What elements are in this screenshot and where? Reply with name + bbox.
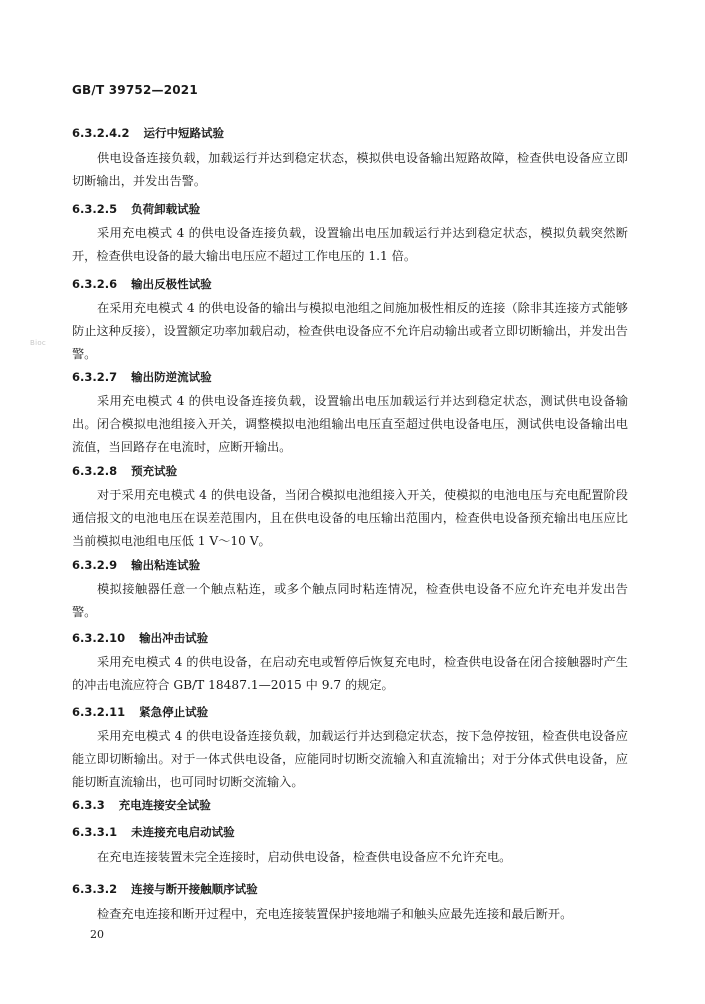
standard-number: GB/T 39752—2021 bbox=[72, 83, 198, 97]
section-title: 预充试验 bbox=[131, 464, 178, 478]
section-heading bbox=[72, 797, 211, 813]
section-title: 运行中短路试验 bbox=[143, 126, 224, 140]
section-title: 充电连接安全试验 bbox=[118, 798, 211, 812]
section-number: 6.3.2.11 bbox=[72, 705, 126, 719]
section-body: 采用充电模式 4 的供电设备连接负载，加载运行并达到稳定状态，按下急停按钮，检查供电设备应能立即切断输出。对于一体式供电设备，应能同时切断交流输入和直流输出；对于分体式供电设备，应能切断直流输出，也可同时切断交流输入。 bbox=[72, 729, 628, 789]
section-title: 输出粘连试验 bbox=[131, 558, 201, 572]
section-title: 输出反极性试验 bbox=[131, 277, 212, 291]
section-heading bbox=[72, 369, 212, 385]
section-title: 连接与断开接触顺序试验 bbox=[131, 882, 258, 896]
section-number: 6.3.3.2 bbox=[72, 882, 118, 896]
section-heading bbox=[72, 881, 258, 897]
section-number: 6.3.2.8 bbox=[72, 464, 118, 478]
section-heading bbox=[72, 201, 200, 217]
section-title: 紧急停止试验 bbox=[139, 705, 209, 719]
section-body: 模拟接触器任意一个触点粘连，或多个触点同时粘连情况，检查供电设备不应允许充电并发出告警。 bbox=[72, 582, 628, 619]
section-number: 6.3.2.6 bbox=[72, 277, 118, 291]
section-heading bbox=[72, 630, 208, 646]
section-title: 输出防逆流试验 bbox=[131, 370, 212, 384]
section-body: 对于采用充电模式 4 的供电设备，当闭合模拟电池组接入开关，使模拟的电池电压与充电配置阶段通信报文的电池电压在误差范围内，且在供电设备的电压输出范围内，检查供电设备预充输出电压应比当前模拟电池组电压低 1 V～10 V。 bbox=[72, 488, 628, 548]
section-title: 未连接充电启动试验 bbox=[131, 825, 235, 839]
section-number: 6.3.2.5 bbox=[72, 202, 118, 216]
section-number: 6.3.3.1 bbox=[72, 825, 118, 839]
section-heading bbox=[72, 276, 212, 292]
section-heading bbox=[72, 704, 208, 720]
section-body: 采用充电模式 4 的供电设备连接负载，设置输出电压加载运行并达到稳定状态，模拟负载突然断开，检查供电设备的最大输出电压应不超过工作电压的 1.1 倍。 bbox=[72, 226, 628, 263]
section-body: 采用充电模式 4 的供电设备连接负载，设置输出电压加载运行并达到稳定状态，测试供电设备输出。闭合模拟电池组接入开关，调整模拟电池组输出电压直至超过供电设备电压，测试供电设备输出电流值，当回路存在电流时，应断开输出。 bbox=[72, 394, 628, 454]
section-heading bbox=[72, 824, 235, 840]
section-title: 输出冲击试验 bbox=[139, 631, 209, 645]
section-body: 检查充电连接和断开过程中，充电连接装置保护接地端子和触头应最先连接和最后断开。 bbox=[97, 907, 573, 921]
section-number: 6.3.2.4.2 bbox=[72, 126, 130, 140]
section-body: 在充电连接装置未完全连接时，启动供电设备，检查供电设备应不允许充电。 bbox=[97, 850, 512, 864]
section-heading bbox=[72, 557, 200, 573]
section-body: 在采用充电模式 4 的供电设备的输出与模拟电池组之间施加极性相反的连接（除非其连接方式能够防止这种反接），设置额定功率加载启动，检查供电设备应不允许启动输出或者立即切断输出，并发出告警。 bbox=[72, 301, 628, 361]
section-number: 6.3.2.10 bbox=[72, 631, 126, 645]
section-body: 采用充电模式 4 的供电设备，在启动充电或暂停后恢复充电时，检查供电设备在闭合接触器时产生的冲击电流应符合 GB/T 18487.1—2015 中 9.7 的规定。 bbox=[72, 655, 628, 692]
section-number: 6.3.2.7 bbox=[72, 370, 118, 384]
section-heading bbox=[72, 125, 224, 141]
section-heading bbox=[72, 463, 177, 479]
section-body: 供电设备连接负载，加载运行并达到稳定状态，模拟供电设备输出短路故障，检查供电设备应立即切断输出，并发出告警。 bbox=[72, 151, 628, 188]
section-number: 6.3.3 bbox=[72, 798, 105, 812]
section-title: 负荷卸载试验 bbox=[131, 202, 201, 216]
side-watermark: Bioc bbox=[30, 339, 47, 347]
page-number: 20 bbox=[90, 928, 104, 941]
section-number: 6.3.2.9 bbox=[72, 558, 118, 572]
